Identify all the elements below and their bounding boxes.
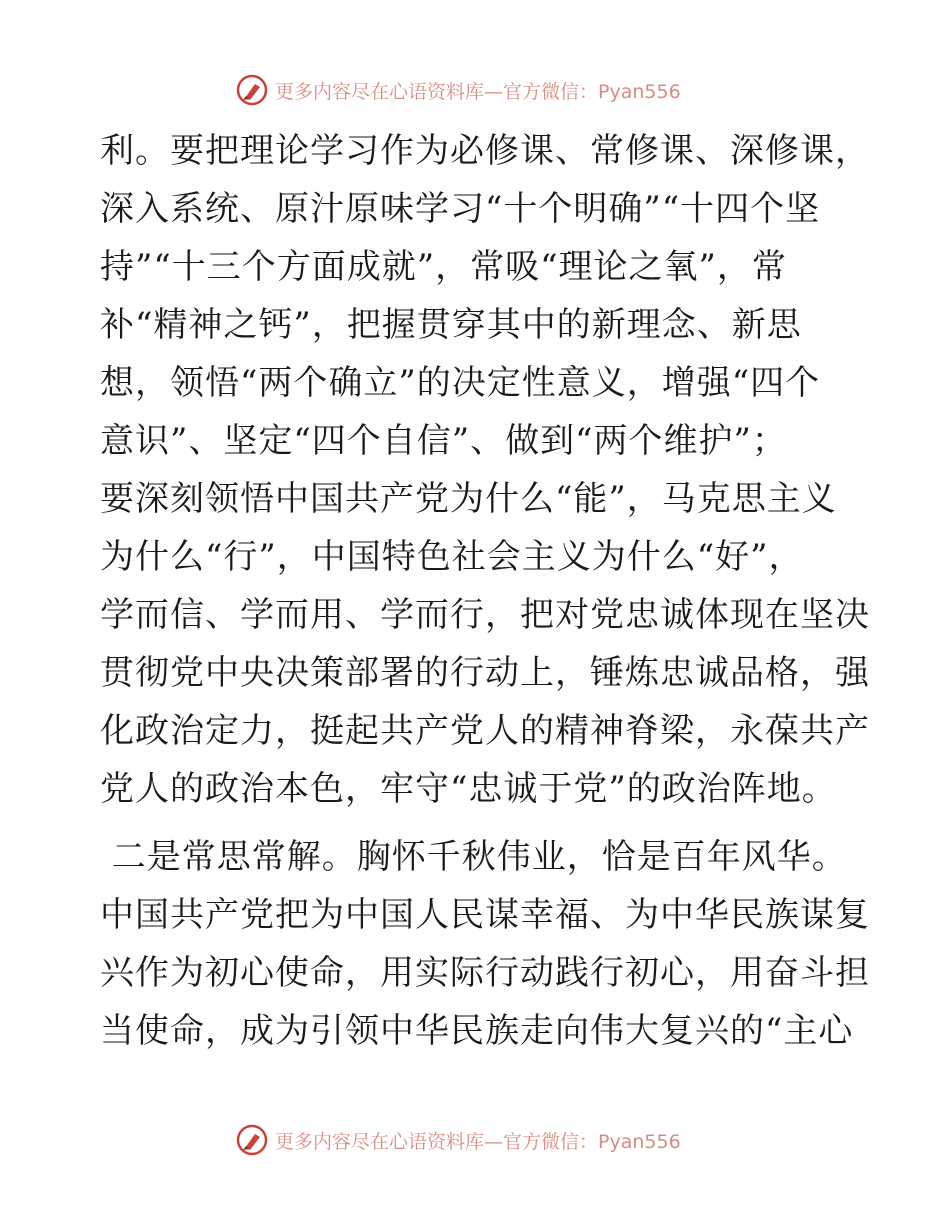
text-line: 二是常思常解。胸怀千秋伟业，恰是百年风华。 bbox=[100, 837, 847, 877]
pen-nib-icon bbox=[235, 1123, 269, 1157]
text-line: 当使命，成为引领中华民族走向伟大复兴的“主心 bbox=[100, 1011, 854, 1051]
text-line: 意识”、坚定“四个自信”、做到“两个维护”； bbox=[100, 421, 787, 461]
text-line: 深入系统、原汁原味学习“十个明确”“十四个坚 bbox=[100, 189, 821, 229]
watermark-text: 更多内容尽在心语资料库— bbox=[275, 80, 504, 103]
text-line: 中国共产党把为中国人民谋幸福、为中华民族谋复 bbox=[100, 895, 870, 935]
paragraph-2 bbox=[100, 828, 870, 1060]
text-line: 为什么“行”，中国特色社会主义为什么“好”， bbox=[100, 537, 804, 577]
text-line: 党人的政治本色，牢守“忠诚于党”的政治阵地。 bbox=[100, 769, 837, 809]
pen-nib-icon bbox=[235, 73, 269, 107]
paragraph-1 bbox=[100, 122, 870, 818]
text-line: 持”“十三个方面成就”，常吸“理论之氧”，常 bbox=[100, 247, 787, 287]
footer-watermark bbox=[235, 1122, 715, 1158]
watermark-wechat: 官方微信：Pyan556 bbox=[503, 1130, 681, 1153]
text-line: 贯彻党中央决策部署的行动上，锤炼忠诚品格，强 bbox=[100, 653, 870, 693]
watermark-text: 更多内容尽在心语资料库— bbox=[275, 1130, 504, 1153]
text-line: 化政治定力，挺起共产党人的精神脊梁，永葆共产 bbox=[100, 711, 870, 751]
header-watermark bbox=[235, 72, 715, 108]
text-line: 要深刻领悟中国共产党为什么“能”，马克思主义 bbox=[100, 479, 837, 519]
text-line: 补“精神之钙”，把握贯穿其中的新理念、新思 bbox=[100, 305, 802, 345]
text-line: 兴作为初心使命，用实际行动践行初心，用奋斗担 bbox=[100, 953, 870, 993]
text-line: 想，领悟“两个确立”的决定性意义，增强“四个 bbox=[100, 363, 821, 403]
text-line: 利。要把理论学习作为必修课、常修课、深修课， bbox=[100, 131, 870, 171]
text-line: 学而信、学而用、学而行，把对党忠诚体现在坚决 bbox=[100, 595, 870, 635]
watermark-wechat: 官方微信：Pyan556 bbox=[503, 80, 681, 103]
